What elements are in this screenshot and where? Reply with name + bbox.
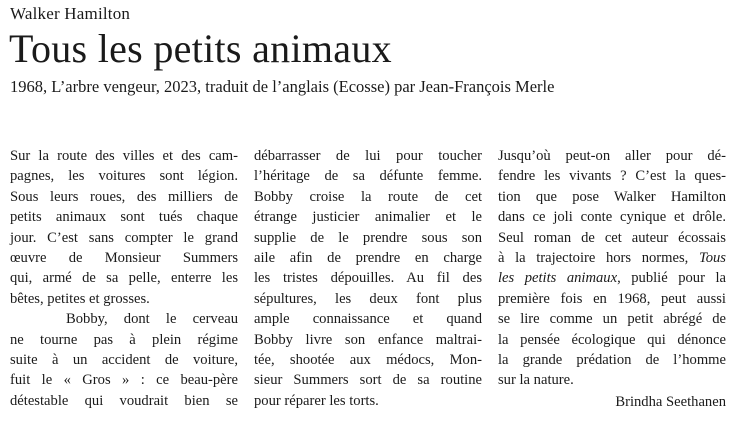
text-column-1	[10, 146, 238, 411]
text-line: Bobby croise la route de cet	[254, 188, 482, 205]
text-line: qui, armé de sa pelle, enterre les	[10, 270, 238, 287]
text-line: les tristes dépouilles. Au fil des	[254, 270, 482, 287]
text-line: ne tourne pas à plein régime	[10, 331, 238, 348]
text-line	[498, 268, 726, 288]
text-line	[498, 248, 726, 268]
text-line: aile afin de prendre en charge	[254, 249, 482, 266]
text-line: sieur Summers sort de sa routine	[254, 372, 482, 389]
text-line: supplie de le prendre sous son	[254, 229, 482, 246]
article-title: Tous les petits animaux	[9, 26, 392, 71]
text-line: détestable qui voudrait bien se	[10, 392, 238, 409]
text-line: tion que pose Walker Hamilton	[498, 188, 726, 205]
text-line: Bobby livre son enfance maltrai-	[254, 331, 482, 348]
text-line: bêtes, petites et grosses.	[10, 290, 150, 307]
text-line: Sur la route des villes et des cam-	[10, 148, 238, 164]
text-line: fuit le « Gros » : ce beau-père	[10, 372, 238, 389]
book-title-italic: Tous	[698, 249, 726, 266]
text-line: étrange justicier animalier et le	[254, 209, 482, 226]
text-fragment: , publié pour la	[617, 270, 726, 287]
text-line: pagnes, les voitures sont légion.	[10, 168, 238, 185]
publication-info: 1968, L’arbre vengeur, 2023, traduit de l’anglais (Ecosse) par Jean-François Merle	[10, 77, 555, 96]
text-line: œuvre de Monsieur Summers	[10, 249, 238, 266]
text-line: la pensée écologique qui dénonce	[498, 331, 726, 348]
text-line: la grande prédation de l’homme	[498, 351, 726, 368]
text-line: débarrasser de lui pour toucher	[254, 148, 482, 164]
text-line: Sous leurs roues, des milliers de	[10, 188, 238, 205]
text-line: petits animaux sont tués chaque	[10, 209, 238, 226]
text-line: suite à un accident de voiture,	[10, 351, 238, 368]
text-line: l’héritage de sa défunte femme.	[254, 168, 482, 185]
text-line: Bobby, dont le cerveau	[66, 311, 238, 328]
author-name: Walker Hamilton	[10, 4, 131, 23]
text-line: Seul roman de cet auteur écossais	[498, 229, 726, 246]
text-line: sépultures, les deux font plus	[254, 290, 482, 307]
text-line: Jusqu’où peut-on aller pour dé-	[498, 148, 726, 164]
text-line: ample connaissance et quand	[254, 311, 482, 328]
text-line: tée, shootée aux médocs, Mon-	[254, 351, 482, 368]
text-fragment: à la trajectoire hors normes,	[498, 249, 689, 266]
text-column-2	[254, 146, 482, 411]
book-title-italic: les petits animaux	[498, 270, 618, 287]
text-line: pour réparer les torts.	[254, 392, 379, 409]
text-line: fendre les vivants ? C’est la ques-	[498, 168, 726, 185]
text-line: dans ce joli conte cynique et drôle.	[498, 209, 726, 226]
text-line: se lire comme un petit abrégé de	[498, 311, 726, 328]
text-line: sur la nature.	[498, 372, 574, 389]
text-column-3	[498, 146, 726, 412]
text-line: première fois en 1968, peut aussi	[498, 290, 726, 307]
reviewer-signature: Brindha Seethanen	[615, 393, 726, 410]
text-line: jour. C’est sans compter le grand	[10, 229, 238, 246]
